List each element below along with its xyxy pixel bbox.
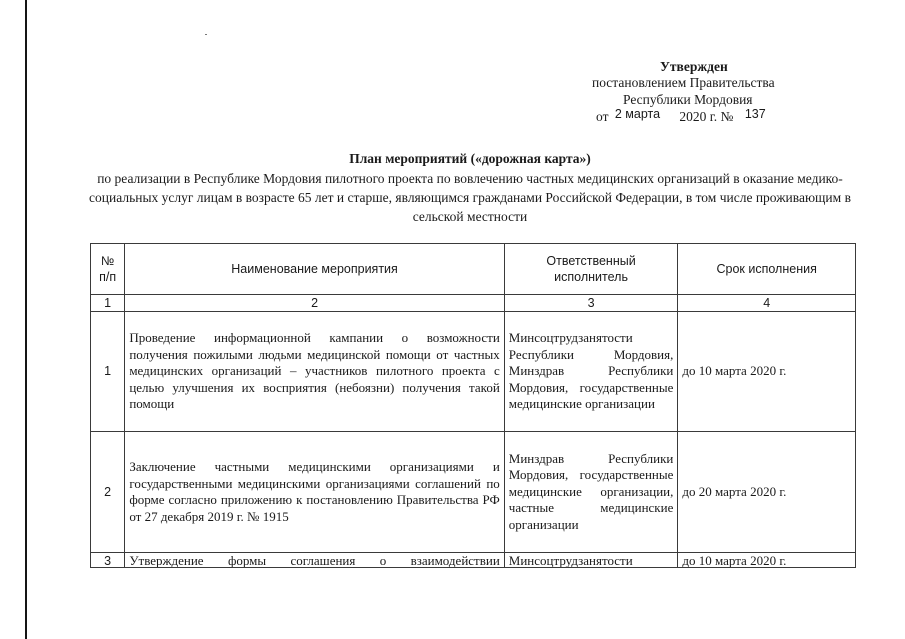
row-term xyxy=(678,553,856,568)
table-row xyxy=(91,432,856,553)
row-number-text: 3 xyxy=(104,554,112,567)
column-number: 4 xyxy=(678,295,856,312)
row-activity: Заключение частными медицинскими организациями и государственными медицинскими организациями соглашений по форме согласно приложению к постановлению Правительства РФ от 27 декабря 2019 г. № 1915 xyxy=(125,432,504,553)
row-activity xyxy=(125,553,504,568)
column-numbers-row xyxy=(91,295,856,312)
row-responsible: Минздрав Республики Мордовия, государственные медицинские организации, частные медицинские организации xyxy=(504,432,678,553)
column-number: 2 xyxy=(125,295,504,312)
row-term: до 20 марта 2020 г. xyxy=(678,432,856,553)
row-number xyxy=(91,553,125,568)
header-term: Срок исполнения xyxy=(678,244,856,295)
row-term: до 10 марта 2020 г. xyxy=(678,312,856,432)
table-row xyxy=(91,553,856,568)
plan-table xyxy=(90,243,856,568)
row-activity: Проведение информационной кампании о возможности получения пожилыми людьми медицинской помощи от частных медицинских организаций – участников пилотного проекта с целью улучшения их восприятия (небоязни) получения такой помощи xyxy=(125,312,504,432)
column-number: 1 xyxy=(91,295,125,312)
table-row xyxy=(91,312,856,432)
approval-title: Утвержден xyxy=(660,59,728,74)
header-name: Наименование мероприятия xyxy=(125,244,504,295)
column-number: 3 xyxy=(504,295,678,312)
row-term-text: до 10 марта 2020 г. xyxy=(682,553,787,567)
header-num: № п/п xyxy=(91,244,125,295)
row-number: 1 xyxy=(91,312,125,432)
row-number: 2 xyxy=(91,432,125,553)
scan-left-edge xyxy=(25,0,27,639)
approval-date-line xyxy=(596,108,766,126)
approval-year: 2020 г. № xyxy=(679,109,734,124)
row-responsible-text: Минсоцтрудзанятости xyxy=(508,553,633,567)
header-responsible: Ответственный исполнитель xyxy=(504,244,678,295)
approval-resolution-line: постановлением Правительства xyxy=(592,75,775,90)
plan-subtitle: по реализации в Республике Мордовия пилотного проекта по вовлечению частных медицинских организаций в оказание медико-социальных услуг лицам в возрасте 65 лет и старше, являющимся гражданами Российской Федерации, в том числе проживающим в сельской местности xyxy=(89,171,851,224)
approval-date-handwritten: 2 марта xyxy=(614,107,661,121)
scan-speck xyxy=(205,34,207,35)
approval-number-handwritten: 137 xyxy=(744,107,766,121)
approval-republic-line: Республики Мордовия xyxy=(623,92,753,107)
table-header-row xyxy=(91,244,856,295)
plan-title: План мероприятий («дорожная карта») xyxy=(349,151,591,166)
row-responsible xyxy=(504,553,678,568)
row-activity-text: Утверждение формы соглашения о взаимодействии xyxy=(129,553,500,567)
row-responsible: Минсоцтрудзанятости Республики Мордовия, Минздрав Республики Мордовия, государственные медицинские организации xyxy=(504,312,678,432)
approval-date-prefix: от xyxy=(596,109,609,124)
